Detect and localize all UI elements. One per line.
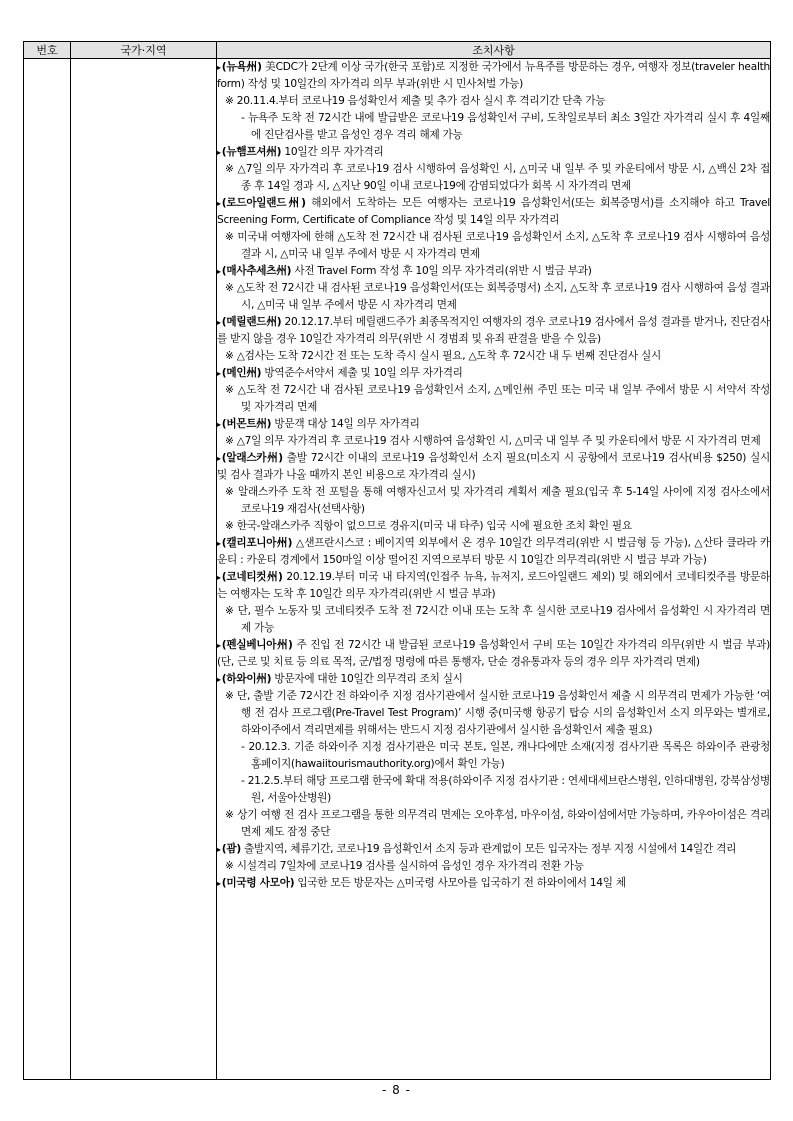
state-name: (메릴랜드州) — [221, 316, 282, 328]
bullet-triangle-icon: ▸ — [217, 369, 221, 378]
entry-text: 20.12.17.부터 메릴랜드주가 최종목적지인 여행자의 경우 코로나19 검사에서 음성 결과를 받거나, 진단검사를 받지 않을 경우 10일간 자가격리 의무(위반 시 경범죄 및 유죄 판결을 받을 수 있음) — [217, 316, 770, 345]
bullet-triangle-icon: ▸ — [217, 539, 221, 548]
state-entry — [217, 637, 770, 671]
state-entry — [217, 365, 770, 416]
entry-note: ※ △검사는 도착 72시간 전 또는 도착 즉시 실시 필요, △도착 후 72시간 내 두 번째 진단검사 실시 — [225, 350, 661, 362]
entry-note: ※ △도착 전 72시간 내 검사된 코로나19 음성확인서 소지, △메인州 주민 또는 미국 내 일부 주에서 방문 시 서약서 작성 및 자가격리 면제 — [225, 384, 770, 413]
measures-table — [23, 41, 771, 1080]
table-header-row — [24, 42, 771, 59]
region-cell — [71, 59, 217, 1080]
entry-lead — [217, 535, 770, 569]
state-name: (뉴욕州) — [221, 61, 262, 73]
state-name: (버몬트州) — [221, 418, 272, 430]
bullet-triangle-icon: ▸ — [217, 641, 221, 650]
bullet-triangle-icon: ▸ — [217, 845, 221, 854]
table-row — [24, 59, 771, 1080]
entry-lead — [217, 314, 770, 348]
entry-text: 美CDC가 2단계 이상 국가(한국 포함)로 지정한 국가에서 뉴욕주를 방문하는 경우, 여행자 정보(traveler health form) 작성 및 10일간의 자가격리 의무 부과(위반 시 민사처벌 가능) — [217, 61, 771, 90]
state-name: (하와이州) — [221, 673, 272, 685]
state-name: (뉴햄프셔州) — [221, 146, 282, 158]
entry-text: 해외에서 도착하는 모든 여행자는 코로나19 음성확인서(또는 회복증명서)를 소지해야 하고 Travel Screening Form, Certificate of Compliance 작성 및 14일 의무 자가격리 — [217, 197, 770, 226]
entry-text: 출발지역, 체류기간, 코로나19 음성확인서 소지 등과 관계없이 모든 입국자는 정부 지정 시설에서 14일간 격리 — [240, 843, 737, 855]
entry-lead — [217, 263, 770, 280]
entry-note: ※ 단, 출발 기준 72시간 전 하와이주 지정 검사기관에서 실시한 코로나19 음성확인서 제출 시 의무격리 면제가 가능한 ‘여행 전 검사 프로그램(Pre-Travel Test Program)’ 시행 중(미국행 항공기 탑승 시의 음성확인서 소지 의무와는 별개로, 하와이주에서 격리면제를 위해서는 반드시 지정 검사기관에서 실시한 음성확인서 제출 필요) — [225, 690, 770, 736]
bullet-triangle-icon: ▸ — [217, 318, 221, 327]
entry-text: 방문객 대상 14일 의무 자가격리 — [271, 418, 420, 430]
state-name: (알래스카州) — [221, 452, 283, 464]
entry-lead — [217, 195, 770, 229]
header-measures: 조치사항 — [217, 42, 771, 59]
bullet-triangle-icon: ▸ — [217, 454, 221, 463]
entry-text: 방문자에 대한 10일간 의무격리 조치 실시 — [271, 673, 463, 685]
entry-text: △샌프란시스코 : 베이지역 외부에서 온 경우 10일간 의무격리(위반 시 벌금형 등 가능), △산타 클라라 카운티 : 카운티 경계에서 150마일 이상 떨어진 지역으로부터 방문 시 10일간 의무격리(위반 시 벌금 부과 가능) — [217, 537, 770, 566]
entry-text: 주 진입 전 72시간 내 발급된 코로나19 음성확인서 구비 또는 10일간 자가격리 의무(위반 시 벌금 부과)(단, 근로 및 치료 등 의료 목적, 군/법정 명령에 따른 통행자, 단순 경유통과자 등의 경우 의무 자가격리 면제) — [217, 639, 770, 668]
state-name: (매사추세츠州) — [221, 265, 292, 277]
state-name: (메인州) — [221, 367, 262, 379]
measures-cell — [217, 59, 771, 1080]
state-entry — [217, 416, 770, 450]
entry-note: ※ △7일 의무 자가격리 후 코로나19 검사 시행하여 음성확인 시, △미국 내 일부 주 및 카운티에서 방문 시 자가격리 면제 — [225, 435, 761, 447]
entry-lead — [217, 671, 770, 688]
bullet-triangle-icon: ▸ — [217, 267, 221, 276]
state-entry — [217, 314, 770, 365]
state-measures-list — [217, 59, 770, 892]
bullet-triangle-icon: ▸ — [217, 420, 221, 429]
entry-note: ※ △7일 의무 자가격리 후 코로나19 검사 시행하여 음성확인 시, △미국 내 일부 주 및 카운티에서 방문 시, △백신 2차 접종 후 14일 경과 시, △지난 90일 이내 코로나19에 감염되었다가 회복 시 자가격리 면제 — [225, 163, 770, 192]
entry-lead — [217, 416, 770, 433]
entry-subitem: - 뉴욕주 도착 전 72시간 내에 발급받은 코로나19 음성확인서 구비, 도착일로부터 최소 3일간 자가격리 실시 후 4일째에 진단검사를 받고 음성인 경우 격리 해제 가능 — [241, 112, 770, 141]
header-region: 국가·지역 — [71, 42, 217, 59]
state-entry — [217, 569, 770, 637]
entry-note: ※ 20.11.4.부터 코로나19 음성확인서 제출 및 추가 검사 실시 후 격리기간 단축 가능 — [225, 95, 606, 107]
state-name: (로드아일랜드州) — [221, 197, 306, 209]
entry-note: ※ △도착 전 72시간 내 검사된 코로나19 음성확인서(또는 회복증명서) 소지, △도착 후 코로나19 검사 시행하여 음성 결과 시, △미국 내 일부 주에서 방문 시 자가격리 면제 — [225, 282, 770, 311]
number-cell — [24, 59, 71, 1080]
header-number: 번호 — [24, 42, 71, 59]
entry-text: 입국한 모든 방문자는 △미국령 사모아를 입국하기 전 하와이에서 14일 체 — [294, 877, 626, 889]
entry-lead — [217, 875, 770, 892]
state-entry — [217, 59, 770, 144]
entry-lead — [217, 59, 770, 93]
entry-subitem: - 21.2.5.부터 해당 프로그램 한국에 확대 적용(하와이주 지정 검사기관 : 연세대세브란스병원, 인하대병원, 강북삼성병원, 서울아산병원) — [241, 775, 771, 804]
state-entry — [217, 144, 770, 195]
state-name: (미국령 사모아) — [221, 877, 295, 889]
entry-note: ※ 미국내 여행자에 한해 △도착 전 72시간 내 검사된 코로나19 음성확인서 소지, △도착 후 코로나19 검사 시행하여 음성 결과 시, △미국 내 일부 주에서 방문 시 자가격리 면제 — [225, 231, 770, 260]
bullet-triangle-icon: ▸ — [217, 148, 221, 157]
entry-text: 10일간 의무 자가격리 — [281, 146, 384, 158]
bullet-triangle-icon: ▸ — [217, 879, 221, 888]
entry-text: 20.12.19.부터 미국 내 타지역(인접주 뉴욕, 뉴저지, 로드아일랜드 제외) 및 해외에서 코네티컷주를 방문하는 여행자는 도착 후 10일간 의무 자가격리(위반 시 벌금 부과) — [217, 571, 771, 600]
bullet-triangle-icon: ▸ — [217, 573, 221, 582]
entry-lead — [217, 365, 770, 382]
state-entry — [217, 195, 770, 263]
entry-note: ※ 한국-알래스카주 직항이 없으므로 경유지(미국 내 타주) 입국 시에 필요한 조치 확인 필요 — [225, 520, 632, 532]
entry-subitem: - 20.12.3. 기준 하와이주 지정 검사기관은 미국 본토, 일본, 캐나다에만 소재(지정 검사기관 목록은 하와이주 관광청 홈페이지(hawaiitourismauthority.org)에서 확인 가능) — [241, 741, 770, 770]
bullet-triangle-icon: ▸ — [217, 675, 221, 684]
entry-lead — [217, 144, 770, 161]
entry-lead — [217, 569, 770, 603]
state-name: (캘리포니아州) — [221, 537, 293, 549]
entry-lead — [217, 637, 770, 671]
entry-note: ※ 단, 필수 노동자 및 코네티컷주 도착 전 72시간 이내 또는 도착 후 실시한 코로나19 검사에서 음성확인 시 자가격리 면제 가능 — [225, 605, 770, 634]
state-entry — [217, 671, 770, 841]
entry-note: ※ 상기 여행 전 검사 프로그램을 통한 의무격리 면제는 오아후섬, 마우이섬, 하와이섬에서만 가능하며, 카우아이섬은 격리면제 제도 잠정 중단 — [225, 809, 770, 838]
state-name: (괌) — [221, 843, 241, 855]
entry-lead — [217, 450, 770, 484]
state-entry — [217, 535, 770, 569]
entry-note: ※ 시설격리 7일차에 코로나19 검사를 실시하여 음성인 경우 자가격리 전환 가능 — [225, 860, 584, 872]
state-name: (코네티컷州) — [221, 571, 283, 583]
state-entry — [217, 450, 770, 535]
state-entry — [217, 841, 770, 875]
entry-text: 사전 Travel Form 작성 후 10일 의무 자가격리(위반 시 벌금 부과) — [291, 265, 592, 277]
bullet-triangle-icon: ▸ — [217, 63, 221, 72]
entry-text: 방역준수서약서 제출 및 10일 의무 자가격리 — [261, 367, 463, 379]
entry-lead — [217, 841, 770, 858]
state-entry — [217, 875, 770, 892]
page-number: - 8 - — [382, 1083, 411, 1097]
entry-note: ※ 알래스카주 도착 전 포털을 통해 여행자신고서 및 자가격리 계획서 제출 필요(입국 후 5-14일 사이에 지정 검사소에서 코로나19 재검사(선택사항) — [225, 486, 770, 515]
bullet-triangle-icon: ▸ — [217, 199, 221, 208]
entry-text: 출발 72시간 이내의 코로나19 음성확인서 소지 필요(미소지 시 공항에서 코로나19 검사(비용 $250) 실시 및 검사 결과가 나올 때까지 본인 비용으로 자가격리 실시) — [217, 452, 771, 481]
state-name: (펜실베니아州) — [221, 639, 293, 651]
state-entry — [217, 263, 770, 314]
